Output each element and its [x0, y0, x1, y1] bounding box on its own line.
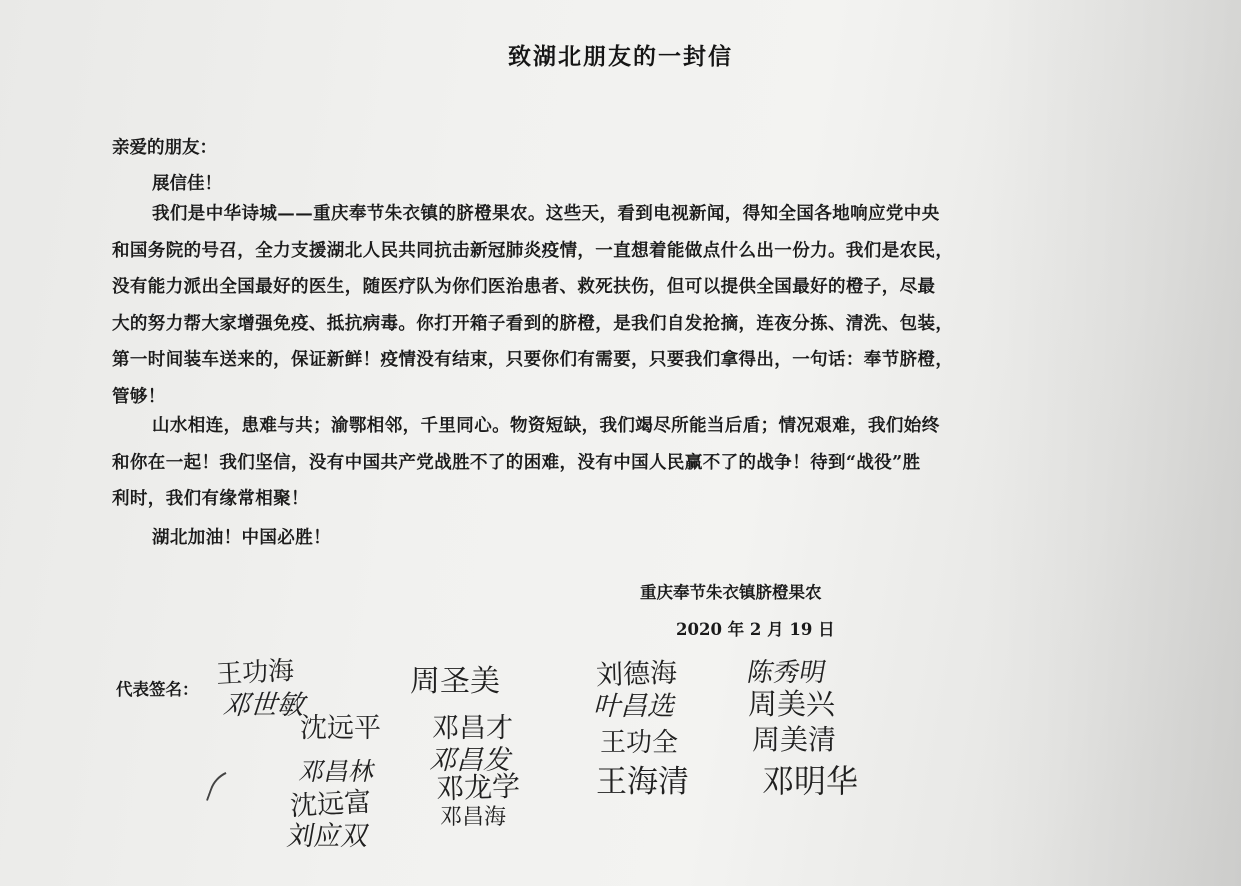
signature: 周美兴 — [748, 687, 836, 721]
signature: 邓明华 — [762, 762, 859, 800]
paragraph-1-line: 管够！ — [112, 386, 166, 407]
sender-name: 重庆奉节朱衣镇脐橙果农 — [640, 583, 822, 602]
letter-title: 致湖北朋友的一封信 — [508, 43, 733, 70]
greeting: 展信佳！ — [152, 174, 222, 194]
paragraph-1-line: 第一时间装车送来的，保证新鲜！疫情没有结束，只要你们有需要，只要我们拿得出，一句话：奉节脐橙， — [112, 350, 954, 370]
signature: 刘应双 — [284, 821, 372, 852]
signature: 邓昌发 — [427, 745, 517, 776]
representatives-label: 代表签名： — [116, 680, 199, 699]
signature: 王海清 — [596, 764, 689, 800]
closing-slogan: 湖北加油！中国必胜！ — [152, 528, 331, 548]
paragraph-2-line: 和你在一起！我们坚信，没有中国共产党战胜不了的困难，没有中国人民赢不了的战争！待到“战役”胜 — [112, 452, 921, 473]
paragraph-1-line: 我们是中华诗城——重庆奉节朱衣镇的脐橙果农。这些天，看到电视新闻，得知全国各地响应党中央 — [152, 204, 940, 224]
signature: 周圣美 — [410, 664, 500, 699]
paragraph-1-line: 和国务院的号召，全力支援湖北人民共同抗击新冠肺炎疫情，一直想着能做点什么出一份力。我们是农民， — [112, 240, 954, 261]
signature: 王功海 — [215, 655, 295, 691]
signature: 刘德海 — [595, 657, 678, 692]
paragraph-2-line: 利时，我们有缘常相聚！ — [112, 489, 309, 509]
paragraph-2 — [112, 408, 940, 518]
signature: 沈远平 — [300, 713, 381, 744]
signature: 周美清 — [752, 723, 837, 756]
paragraph-2-line: 山水相连，患难与共；渝鄂相邻，千里同心。物资短缺，我们竭尽所能当后盾；情况艰难，我们始终 — [152, 416, 940, 436]
signature: 邓昌海 — [440, 805, 507, 830]
signature: 邓昌才 — [432, 713, 513, 744]
signature: 沈远富 — [289, 786, 372, 823]
paragraph-1 — [112, 196, 953, 415]
paper-shadow — [981, 0, 1241, 886]
paragraph-1-line: 大的努力帮大家增强免疫、抵抗病毒。你打开箱子看到的脐橙，是我们自发抢摘，连夜分拣、清洗、包装， — [112, 313, 954, 334]
salutation: 亲爱的朋友： — [112, 138, 217, 158]
signature: 邓昌林 — [296, 757, 378, 786]
signature: 王功全 — [600, 728, 679, 758]
letter-date: 2020 年 2 月 19 日 — [676, 620, 835, 639]
paragraph-1-line: 没有能力派出全国最好的医生，随医疗队为你们医治患者、救死扶伤，但可以提供全国最好的橙子，尽最 — [112, 277, 936, 297]
signature: 陈秀明 — [744, 658, 829, 688]
pen-stroke-mark — [206, 761, 256, 813]
signature: 邓世敏 — [219, 690, 312, 721]
signature: 邓龙学 — [435, 769, 521, 806]
signature: 叶昌选 — [591, 691, 681, 722]
